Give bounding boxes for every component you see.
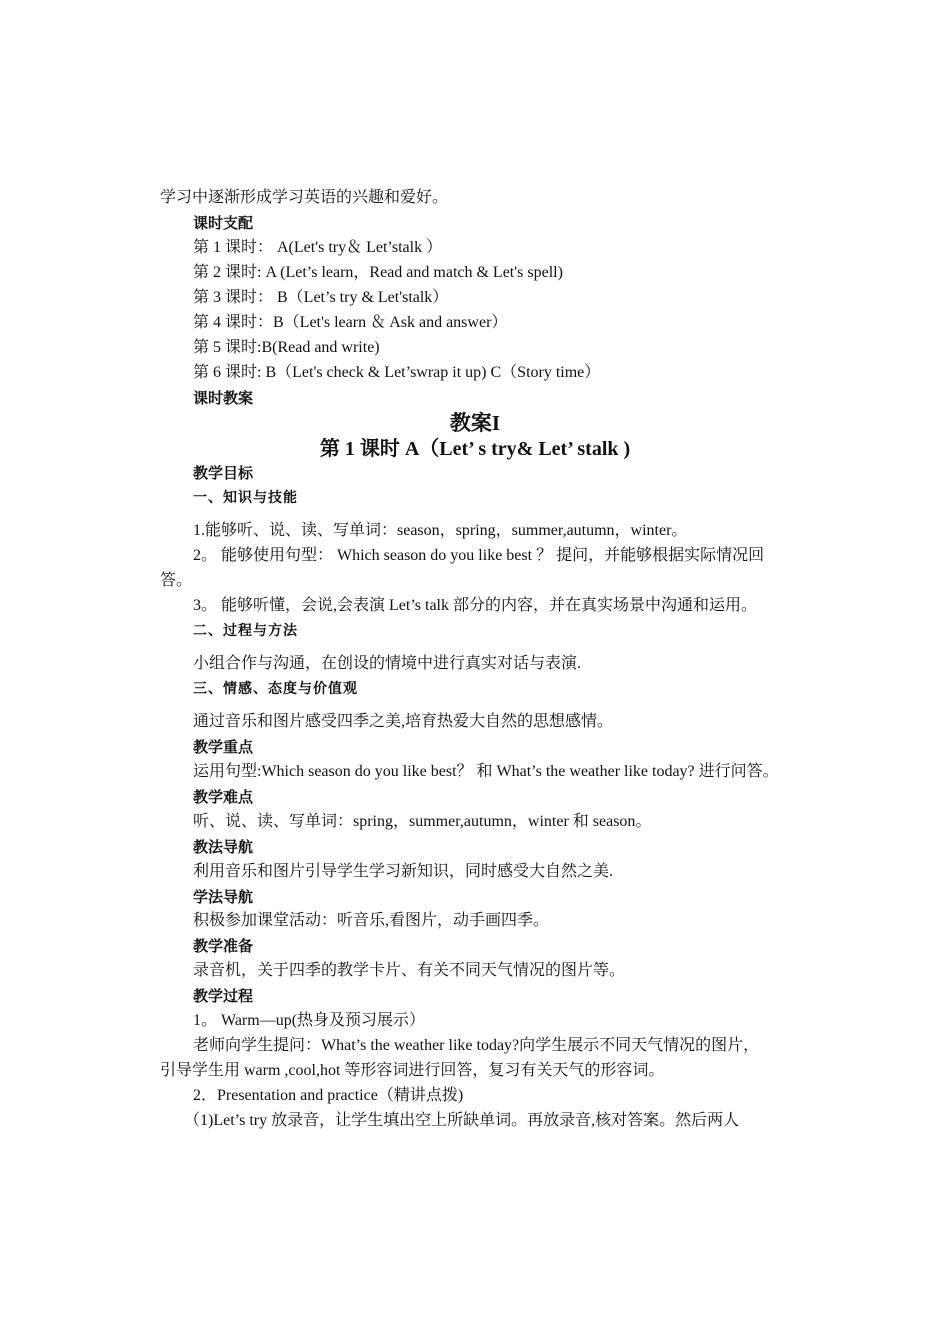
heading-teaching-process: 教学过程 (193, 987, 254, 1005)
schedule-lesson-1: 第 1 课时： A(Let's try＆ Let’stalk ） (193, 239, 443, 256)
objective-3: 3。 能够听懂，会说,会表演 Let’s talk 部分的内容，并在真实场景中沟通和运用。 (193, 597, 757, 614)
heading-difficulties: 教学难点 (193, 788, 254, 806)
heading-schedule: 课时支配 (193, 214, 254, 232)
process-step-2-detail: （1)Let’s try 放录音，让学生填出空上所缺单词。再放录音,核对答案。然后两人 (184, 1112, 740, 1129)
heading-preparation: 教学准备 (193, 937, 254, 955)
process-step-1: 1。 Warm—up(热身及预习展示） (193, 1012, 426, 1029)
plan-title: 教案I (449, 411, 501, 435)
heading-teaching-method: 教法导航 (193, 838, 254, 856)
schedule-lesson-6: 第 6 课时: B（Let's check & Let’swrap it up) C（Story time） (193, 364, 601, 381)
key-points-text: 运用句型:Which season do you like best？ 和 What’s the weather like today? 进行问答。 (193, 763, 779, 780)
objective-2-continued: 答。 (160, 572, 193, 589)
section-attitude-values: 三、情感、态度与价值观 (193, 681, 358, 697)
section-knowledge-skills: 一、知识与技能 (193, 490, 298, 506)
process-step-1-detail: 老师向学生提问：What’s the weather like today?向学生展示不同天气情况的图片， (193, 1037, 760, 1054)
attitude-text: 通过音乐和图片感受四季之美,培育热爱大自然的思想感情。 (193, 713, 614, 730)
schedule-lesson-4: 第 4 课时：B（Let's learn ＆ Ask and answer） (193, 314, 508, 331)
process-step-2: 2．Presentation and practice（精讲点拨) (193, 1087, 464, 1104)
heading-key-points: 教学重点 (193, 738, 254, 756)
plan-subtitle: 第 1 课时 A（Let’ s try& Let’ stalk ) (319, 438, 631, 460)
teaching-method-text: 利用音乐和图片引导学生学习新知识，同时感受大自然之美. (193, 863, 614, 880)
section-process-method: 二、过程与方法 (193, 623, 298, 639)
schedule-lesson-3: 第 3 课时： B（Let’s try & Let'stalk） (193, 289, 449, 306)
learning-method-text: 积极参加课堂活动：听音乐,看图片，动手画四季。 (193, 912, 550, 929)
heading-objectives: 教学目标 (193, 464, 254, 482)
schedule-lesson-2: 第 2 课时: A (Let’s learn，Read and match & Let's spell) (193, 264, 563, 281)
objective-1: 1.能够听、说、读、写单词：season，spring，summer,autumn，winter。 (193, 522, 688, 539)
heading-learning-method: 学法导航 (193, 888, 254, 906)
process-text: 小组合作与沟通，在创设的情境中进行真实对话与表演. (193, 655, 582, 672)
objective-2: 2。 能够使用句型： Which season do you like best ？ 提问，并能够根据实际情况回 (193, 547, 765, 564)
preparation-text: 录音机，关于四季的教学卡片、有关不同天气情况的图片等。 (193, 962, 626, 979)
intro-continuation: 学习中逐渐形成学习英语的兴趣和爱好。 (160, 189, 449, 206)
schedule-lesson-5: 第 5 课时:B(Read and write) (193, 339, 380, 356)
heading-lesson-plans: 课时教案 (193, 389, 254, 407)
difficulties-text: 听、说、读、写单词：spring，summer,autumn，winter 和 season。 (193, 813, 652, 830)
process-step-1-detail-continued: 引导学生用 warm ,cool,hot 等形容词进行回答，复习有关天气的形容词。 (160, 1062, 665, 1079)
